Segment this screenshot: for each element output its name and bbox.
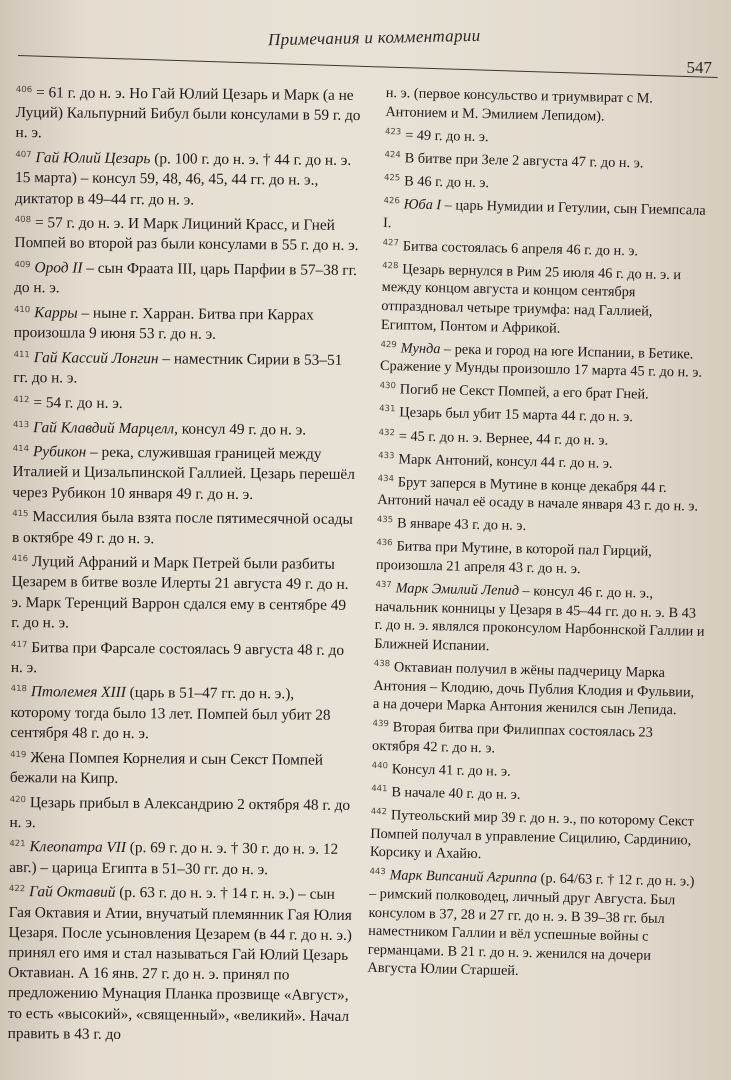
endnote-number: 407 <box>15 150 32 161</box>
endnote-text: Брут заперся в Мутине в конце декабря 44 г. Антоний начал её осаду в начале января 43 г. до н. э. <box>377 474 699 515</box>
endnote-number: 415 <box>12 509 29 520</box>
endnote <box>377 470 708 517</box>
endnote-text: – царь Нумидии и Гетулии, сын Гиемпсала I. <box>382 197 706 231</box>
endnote-number: 433 <box>378 450 395 461</box>
endnote <box>14 300 360 346</box>
endnote <box>372 715 703 762</box>
endnote-number: 443 <box>369 867 386 878</box>
endnote-number: 439 <box>372 719 389 730</box>
endnote-term: Ород II <box>34 259 83 277</box>
endnote-text: , консул 49 г. до н. э. <box>174 419 307 439</box>
endnote-text: = 57 г. до н. э. И Марк Лициний Красс, и Гней Помпей во второй раз были консулами в 55 г. до н. э. <box>14 214 359 255</box>
endnote-term: Птолемея XIII <box>30 683 126 702</box>
endnote-text: Битва при Фарсале состоялась 9 августа 48 г. до н. э. <box>10 638 345 676</box>
endnote-number: 416 <box>11 554 29 565</box>
endnote <box>10 745 356 791</box>
endnote-number: 413 <box>12 419 30 430</box>
endnote-text: – река и город на юге Испании, в Бетике. Сражение у Мунды произошло 17 марта 45 г. до н. э. <box>379 340 703 381</box>
endnote <box>374 576 706 660</box>
endnote-number: 419 <box>10 749 27 760</box>
endnote-term: Юба I <box>403 196 442 214</box>
endnote-text: Массилия была взята после пятимесячной осады в октябре 49 г. до н. э. <box>11 508 353 547</box>
page-number: 547 <box>686 58 712 77</box>
endnote-number: 411 <box>13 349 30 361</box>
endnote-text: – сын Фраата III, царь Парфии в 57–38 гг. до н. э. <box>14 259 358 297</box>
endnote <box>381 257 713 341</box>
endnote-text: Вторая битва при Филиппах состоялась 23 октября 42 г. до н. э. <box>371 719 653 757</box>
endnote-text: – консул 46 г. до н. э., начальник конницы у Цезаря в 45–44 гг. до н. э. В 43 г. до н. э. являлся проконсулом Нарбоннской Галлии и Ближней Испании. <box>374 583 705 655</box>
endnote <box>11 549 358 636</box>
endnote-text: – наместник Сирии в 53–51 гг. до н. э. <box>13 350 343 387</box>
notes-column-left <box>7 80 362 1073</box>
running-title: Примечания и комментарии <box>267 25 481 50</box>
endnote <box>13 345 359 391</box>
endnote-number: 429 <box>380 339 397 350</box>
endnote <box>8 879 355 1047</box>
endnote-term: Гай Клавдий Марцелл <box>33 418 175 437</box>
endnote-number: 414 <box>12 444 30 455</box>
endnote-number: 432 <box>378 427 396 438</box>
endnote <box>12 439 359 506</box>
endnote-term: Клеопатра VII <box>29 838 127 857</box>
page-header <box>18 18 720 76</box>
endnote <box>383 192 714 239</box>
endnote-text: Цезарь прибыл в Александрию 2 октября 48 г. до н. э. <box>9 793 351 831</box>
endnote-number: 426 <box>383 195 400 207</box>
endnote <box>370 803 701 869</box>
endnote-number: 421 <box>9 839 26 850</box>
endnote <box>11 635 357 681</box>
endnote-term: Гай Юлий Цезарь <box>35 149 151 168</box>
endnote <box>380 336 711 383</box>
endnote-text: Марк Антоний, консул 44 г. до н. э. <box>398 450 613 472</box>
endnote-number: 423 <box>384 126 402 138</box>
endnote-number: 430 <box>379 381 397 392</box>
endnote <box>15 80 362 147</box>
endnote <box>9 789 355 835</box>
endnote-number: 435 <box>376 515 394 526</box>
endnote-text: = 61 г. до н. э. Но Гай Юлий Цезарь и Марк (а не Луций) Кальпурний Бибул были консулами в 59 г. до н. э. <box>15 84 361 142</box>
endnote-number: 440 <box>371 760 389 772</box>
endnote-term: Гай Октавий <box>29 883 116 902</box>
endnote-text: (царь в 51–47 гг. до н. э.), которому тогда было 13 лет. Помпей был убит 28 сентября 48 г. до н. э. <box>10 684 331 743</box>
endnote <box>14 255 360 301</box>
endnote <box>9 834 355 880</box>
endnote-text: (р. 100 г. до н. э. † 44 г. до н. э. 15 марта) – консул 59, 48, 46, 45, 44 гг. до н. э., диктатор в 49–44 гг. до н. э. <box>14 150 352 209</box>
endnote-term: Марк Випсаний Агриппа <box>389 867 538 887</box>
endnote-text: Цезарь вернулся в Рим 25 июля 46 г. до н. э. и между концом августа и концом сентября отпраздновал четыре триумфа: над Галлией, Египтом, Понтом и Африкой. <box>380 261 682 337</box>
endnote-text: (р. 63 г. до н. э. † 14 г. н. э.) – сын Гая Октавия и Атии, внучатый племянник Гая Юлия Цезаря. После усыновления Цезарем (в 44 г. до н. э.) принял его имя и стал называться Гай Юлий Цезарь Октавиан. А 16 янв. 27 г. до н. э. принял по предложению Мунация Планка прозвище «Август», то есть «высокий», «священный», «великий». Начал править в 43 г. до <box>7 884 352 1043</box>
endnote-number: 406 <box>15 84 33 96</box>
endnote-number: 431 <box>379 404 396 415</box>
endnote-number: 418 <box>10 684 27 695</box>
endnote <box>14 210 360 256</box>
endnote-number: 417 <box>11 639 28 650</box>
endnote-term: Марк Эмилий Лепид <box>395 580 520 600</box>
endnote-text: Путеольский мир 39 г. до н. э., по которому Секст Помпей получал в управление Сицилию, Сардинию, Корсику и Ахайю. <box>369 807 695 863</box>
endnote <box>13 415 359 441</box>
endnote-text: н. э. (первое консульство и триумвират с М. Антонием и М. Эмилием Лепидом). <box>385 84 654 125</box>
endnote-number: 441 <box>371 783 388 795</box>
endnote-number: 437 <box>375 580 392 591</box>
endnote-text: В январе 43 г. до н. э. <box>396 515 527 535</box>
endnote <box>13 390 359 416</box>
endnote <box>15 145 362 212</box>
endnote-text: = 45 г. до н. э. Вернее, 44 г. до н. э. <box>398 427 609 449</box>
endnote-text: = 49 г. до н. э. <box>405 127 489 145</box>
endnote-text: Битва при Мутине, в которой пал Гирций, произошла 21 апреля 43 г. до н. э. <box>375 538 652 578</box>
endnote-number: 412 <box>13 394 30 405</box>
endnote-text: (р. 64/63 г. † 12 г. до н. э.) – римский полководец, личный друг Августа. Был консулом в 37, 28 и 27 гг. до н. э. В 39–38 гг. был наместником Галлии и вёл успешные войны с германцами. В 21 г. до н. э. женился на дочери Августа Юлии Старшей. <box>367 870 695 980</box>
endnote-text: – река, служившая границей между Италией и Цизальпинской Галлией. Цезарь перешёл через Рубикон 10 января 49 г. до н. э. <box>12 443 355 503</box>
endnote-number: 422 <box>8 884 26 895</box>
header-rule <box>18 55 718 78</box>
notes-column-right <box>365 84 716 1080</box>
endnote-number: 434 <box>377 473 395 484</box>
endnote-text: – ныне г. Харран. Битва при Каррах произошла 9 июня 53 г. до н. э. <box>13 304 314 343</box>
endnote-text: Октавиан получил в жёны падчерицу Марка Антония – Клодию, дочь Публия Клодия и Фульвии, а на дочери Марка Антония женился сын Лепида. <box>372 659 695 719</box>
endnote-term: Мунда <box>400 339 441 357</box>
endnote <box>373 655 704 721</box>
endnote-number: 410 <box>13 305 31 316</box>
endnote-text: = 54 г. до н. э. <box>33 394 123 412</box>
endnote-number: 408 <box>14 215 32 226</box>
endnote-text: Консул 41 г. до н. э. <box>391 761 511 780</box>
endnote-term: Рубикон <box>32 443 87 461</box>
endnote-number: 409 <box>14 260 31 271</box>
endnote-text: Цезарь был убит 15 марта 44 г. до н. э. <box>399 404 634 426</box>
endnote-term: Гай Кассий Лонгин <box>33 349 159 368</box>
endnote-number: 420 <box>9 794 26 805</box>
endnote <box>376 534 707 581</box>
endnote <box>10 679 357 746</box>
endnote-text: Погиб не Секст Помпей, а его брат Гней. <box>399 381 649 403</box>
endnote-text: Битва состоялась 6 апреля 46 г. до н. э. <box>402 238 639 259</box>
endnote-number: 438 <box>373 658 391 670</box>
endnote-number: 425 <box>383 172 401 184</box>
endnote-term: Карры <box>34 304 78 322</box>
endnote-number: 424 <box>384 149 401 161</box>
endnote-text: В битве при Зеле 2 августа 47 г. до н. э. <box>404 150 644 172</box>
endnote <box>367 863 699 984</box>
endnote-text: Луций Афраний и Марк Петрей были разбиты Цезарем в битве возле Илерты 21 августа 49 г. до н. э. Марк Теренций Варрон сдался ему в сентябре 49 г. до н. э. <box>11 553 349 632</box>
endnote <box>12 504 358 550</box>
endnote-number: 428 <box>382 260 399 272</box>
endnote-text: Жена Помпея Корнелия и сын Секст Помпей бежали на Кипр. <box>9 748 324 787</box>
endnote-number: 427 <box>382 237 400 248</box>
endnote-number: 436 <box>376 538 393 549</box>
endnote-text: В 46 г. до н. э. <box>404 173 490 192</box>
endnote <box>385 84 716 128</box>
endnote-text: (р. 69 г. до н. э. † 30 г. до н. э. 12 авг.) – царица Египта в 51–30 гг. до н. э. <box>9 839 339 878</box>
endnote-number: 442 <box>370 807 388 818</box>
endnote-text: В начале 40 г. до н. э. <box>391 784 521 804</box>
